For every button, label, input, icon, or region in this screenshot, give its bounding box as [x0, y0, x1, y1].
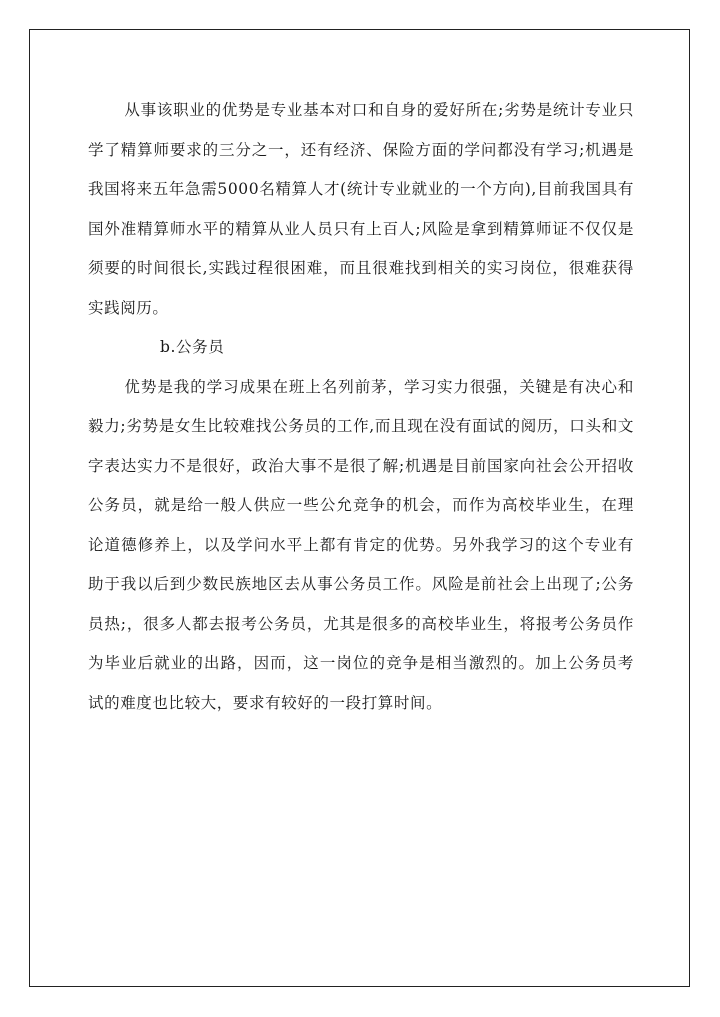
- paragraph-actuary-analysis: 从事该职业的优势是专业基本对口和自身的爱好所在;劣势是统计专业只学了精算师要求的三分之一，还有经济、保险方面的学问都没有学习;机遇是我国将来五年急需5000名精算人才(统计专业就业的一个方向),目前我国具有国外准精算师水平的精算从业人员只有上百人;风险是拿到精算师证不仅仅是须要的时间很长,实践过程很困难，而且很难找到相关的实习岗位，很难获得实践阅历。: [88, 101, 634, 317]
- section-heading-civil-servant: b.公务员: [160, 338, 225, 356]
- paragraph-civil-servant-analysis: 优势是我的学习成果在班上名列前茅，学习实力很强，关键是有决心和毅力;劣势是女生比较难找公务员的工作,而且现在没有面试的阅历，口头和文字表达实力不是很好，政治大事不是很了解;机遇是目前国家向社会公开招收公务员，就是给一般人供应一些公允竞争的机会，而作为高校毕业生，在理论道德修养上，以及学问水平上都有肯定的优势。另外我学习的这个专业有助于我以后到少数民族地区去从事公务员工作。风险是前社会上出现了;公务员热;，很多人都去报考公务员，尤其是很多的高校毕业生，将报考公务员作为毕业后就业的出路，因而，这一岗位的竞争是相当激烈的。加上公务员考试的难度也比较大，要求有较好的一段打算时间。: [88, 377, 634, 712]
- document-body: [88, 91, 634, 723]
